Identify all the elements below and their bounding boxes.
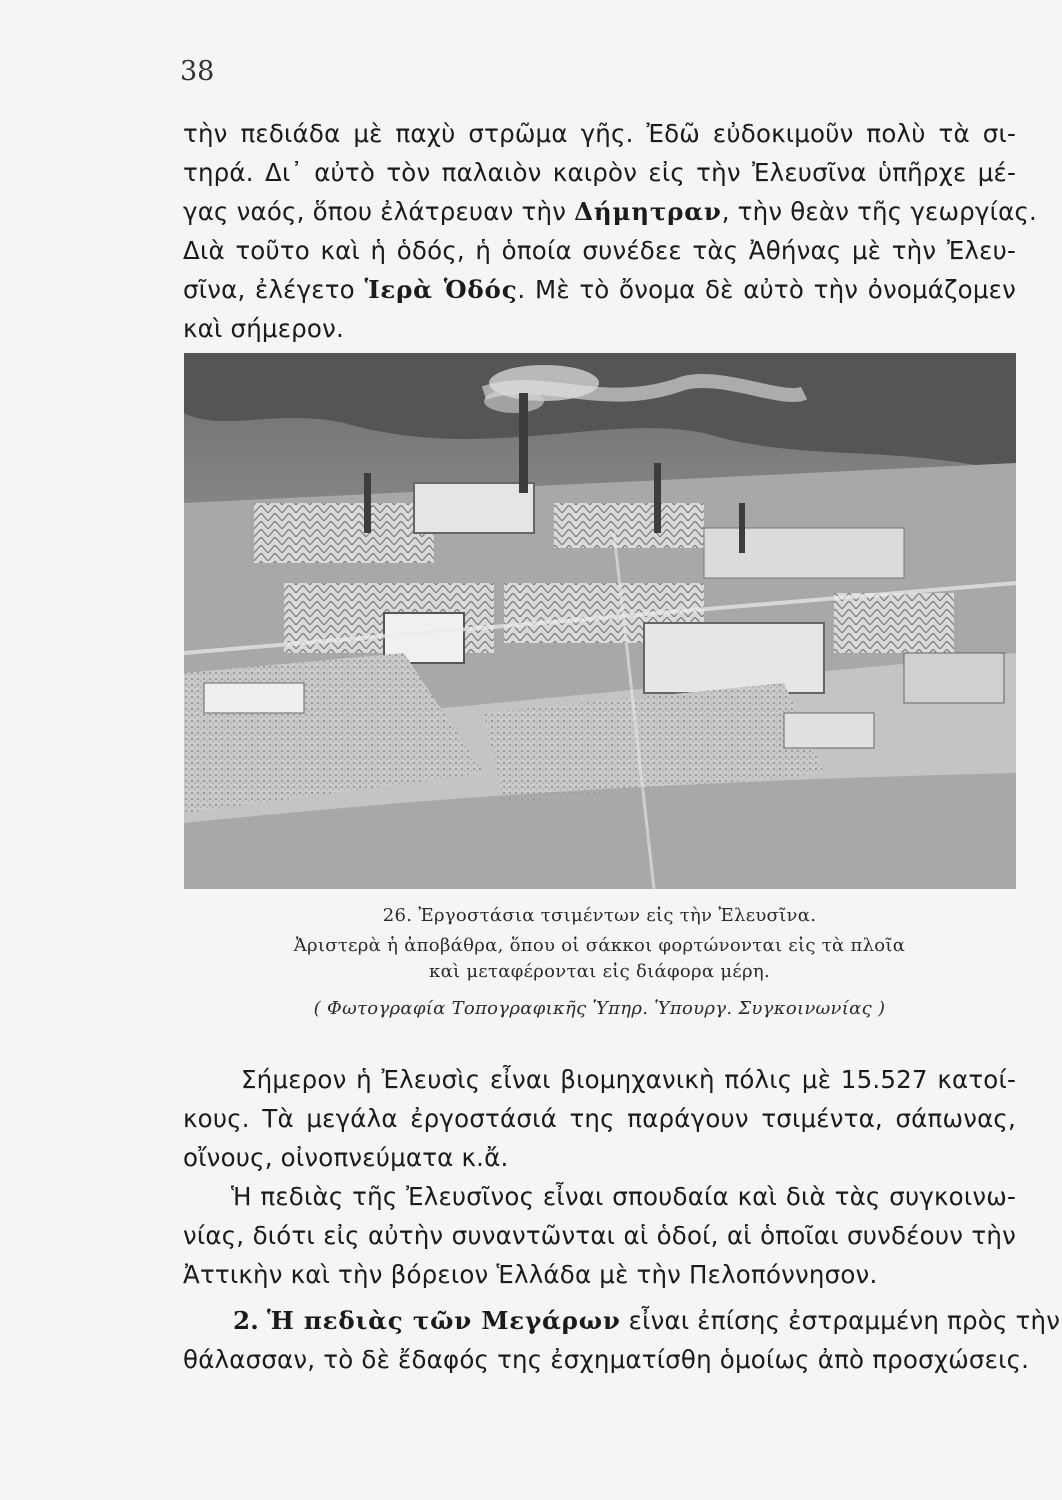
paragraph-3 [183,1301,1061,1379]
figure-photo-credit: ( Φωτογραφία Τοπογραφικῆς Ὑπηρ. Ὑπουργ. Συγκοινωνίας ) [313,998,886,1019]
text-line: Διὰ τοῦτο καὶ ἡ ὁδός, ἡ ὁποία συνέδεε τὰς Ἀθήνας μὲ τὴν Ἐλευ- [183,236,1016,265]
paragraph-2 [183,1060,1016,1294]
text-line: σῖνα, ἐλέγετο Ἱερὰ Ὁδός. Μὲ τὸ ὄνομα δὲ αὐτὸ τὴν ὀνομάζομεν [183,275,1016,304]
text-line: θάλασσαν, τὸ δὲ ἔδαφός της ἐσχηματίσθη ὁμοίως ἀπὸ προσχώσεις. [183,1345,1030,1374]
text-line: καὶ σήμερον. [183,314,344,343]
figure-caption-title: 26. Ἐργοστάσια τσιμέντων εἰς τὴν Ἐλευσῖνα. [382,905,817,926]
text-line: 2. Ἡ πεδιὰς τῶν Μεγάρων εἶναι ἐπίσης ἐστραμμένη πρὸς τὴν [233,1306,1061,1335]
text-line: νίας, διότι εἰς αὐτὴν συναντῶνται αἱ ὁδοί, αἱ ὁποῖαι συνδέουν τὴν [183,1221,1016,1250]
bold-term-demeter: Δήμητραν [574,197,722,226]
bold-term-sacred-way: Ἱερὰ Ὁδός [364,275,518,304]
text-line: τηρά. Δι᾽ αὐτὸ τὸν παλαιὸν καιρὸν εἰς τὴν Ἐλευσῖνα ὑπῆρχε μέ- [183,158,1016,187]
figure-caption-line: Ἀριστερὰ ἡ ἀποβάθρα, ὅπου οἱ σάκκοι φορτώνονται εἰς τὰ πλοῖα [293,935,906,956]
text-line: Ἀττικὴν καὶ τὴν βόρειον Ἑλλάδα μὲ τὴν Πελοπόννησον. [183,1260,878,1289]
figure-caption-line: καὶ μεταφέρονται εἰς διάφορα μέρη. [429,961,770,982]
section-number: 2. [233,1306,259,1335]
text-line: κους. Τὰ μεγάλα ἐργοστάσιά της παράγουν τσιμέντα, σάπωνας, [183,1104,1016,1133]
paragraph-1 [183,114,1038,348]
text-line: τὴν πεδιάδα μὲ παχὺ στρῶμα γῆς. Ἐδῶ εὐδοκιμοῦν πολὺ τὰ σι- [183,119,1016,148]
text-line: γας ναός, ὅπου ἐλάτρευαν τὴν Δήμητραν, τὴν θεὰν τῆς γεωργίας. [183,197,1038,226]
page-number: 38 [180,56,215,87]
factory-aerial-photo [184,353,1016,889]
text-line: Σήμερον ἡ Ἐλευσὶς εἶναι βιομηχανικὴ πόλις μὲ 15.527 κατοί- [241,1065,1016,1094]
text-line: Ἡ πεδιὰς τῆς Ἐλευσῖνος εἶναι σπουδαία καὶ διὰ τὰς συγκοινω- [231,1182,1016,1211]
section-heading: Ἡ πεδιὰς τῶν Μεγάρων [266,1306,621,1335]
text-line: οἴνους, οἰνοπνεύματα κ.ἄ. [183,1143,509,1172]
